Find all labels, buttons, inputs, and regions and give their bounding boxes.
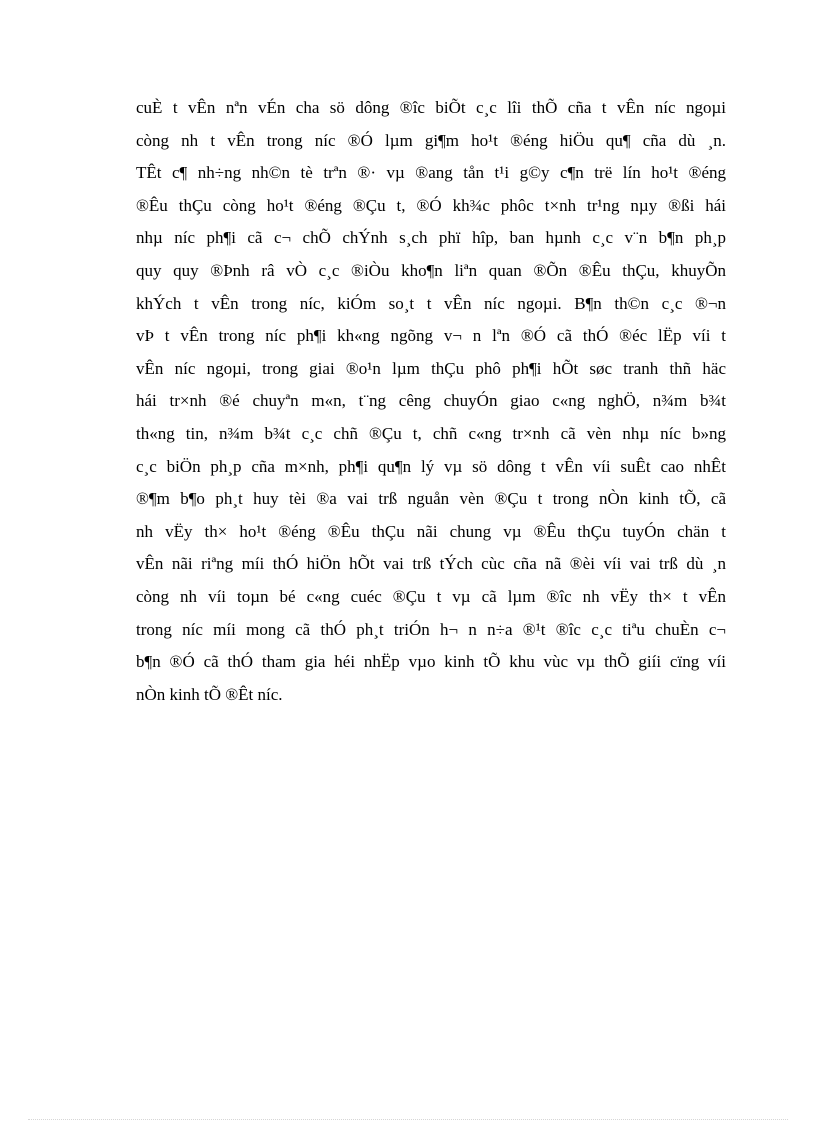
text-line: nÒn kinh tÕ ®Êt níc.	[136, 684, 283, 704]
text-line: quy quy ®Þnh râ vÒ c¸c ®iÒu kho¶n liªn quan ®Õn ®Êu thÇu, khuyÕn	[136, 260, 726, 280]
text-line: TÊt c¶ nh÷ng nh©n tè trªn ®· vµ ®ang tån t¹i g©y c¶n trë lín ho¹t ®éng	[136, 163, 726, 183]
text-line: vÊn níc ngoµi, trong giai ®o¹n lµm thÇu phô ph¶i hÕt søc tranh thñ häc	[136, 358, 726, 378]
text-line: b¶n ®Ó cã thÓ tham gia héi nhËp vµo kinh tÕ khu vùc vµ thÕ giíi cïng víi	[136, 652, 726, 672]
text-line: th«ng tin, n¾m b¾t c¸c chñ ®Çu t, chñ c«ng tr×nh cã vèn nhµ níc b»ng	[136, 423, 726, 443]
text-line: c¸c biÖn ph¸p cña m×nh, ph¶i qu¶n lý vµ sö dông t vÊn víi suÊt cao nhÊt	[136, 456, 726, 476]
text-line: vÞ t vÊn trong níc ph¶i kh«ng ngõng v¬ n lªn ®Ó cã thÓ ®éc lËp víi t	[136, 326, 726, 346]
text-line: nh vËy th× ho¹t ®éng ®Êu thÇu nãi chung vµ ®Êu thÇu tuyÓn chän t	[136, 521, 726, 541]
text-line: cuÈ t vÊn nªn vÉn cha sö dông ®îc biÕt c¸c lîi thÕ cña t vÊn níc ngoµi	[136, 98, 726, 117]
text-line: nhµ níc ph¶i cã c¬ chÕ chÝnh s¸ch phï hîp, ban hµnh c¸c v¨n b¶n ph¸p	[136, 228, 726, 248]
page-bottom-divider	[28, 1119, 788, 1120]
text-line: vÊn nãi riªng míi thÓ hiÖn hÕt vai trß tÝch cùc cña nã ®èi víi vai trß dù ¸n	[136, 554, 726, 574]
text-line: khÝch t vÊn trong níc, kiÓm so¸t t vÊn níc ngoµi. B¶n th©n c¸c ®¬n	[136, 293, 726, 313]
text-line: ®Êu thÇu còng ho¹t ®éng ®Çu t, ®Ó kh¾c phôc t×nh tr¹ng nµy ®ßi hái	[136, 195, 726, 215]
text-line: trong níc míi mong cã thÓ ph¸t triÓn h¬ n n÷a ®¹t ®îc c¸c tiªu chuÈn c¬	[136, 619, 726, 639]
body-paragraph	[136, 92, 726, 711]
text-line: hái tr×nh ®é chuyªn m«n, t¨ng cêng chuyÓn giao c«ng nghÖ, n¾m b¾t	[136, 391, 726, 411]
text-line: còng nh t vÊn trong níc ®Ó lµm gi¶m ho¹t ®éng hiÖu qu¶ cña dù ¸n.	[136, 130, 726, 150]
text-line: ®¶m b¶o ph¸t huy tèi ®a vai trß nguån vèn ®Çu t trong nÒn kinh tÕ, cã	[136, 489, 726, 509]
text-line: còng nh víi toµn bé c«ng cuéc ®Çu t vµ cã lµm ®îc nh vËy th× t vÊn	[136, 586, 726, 606]
